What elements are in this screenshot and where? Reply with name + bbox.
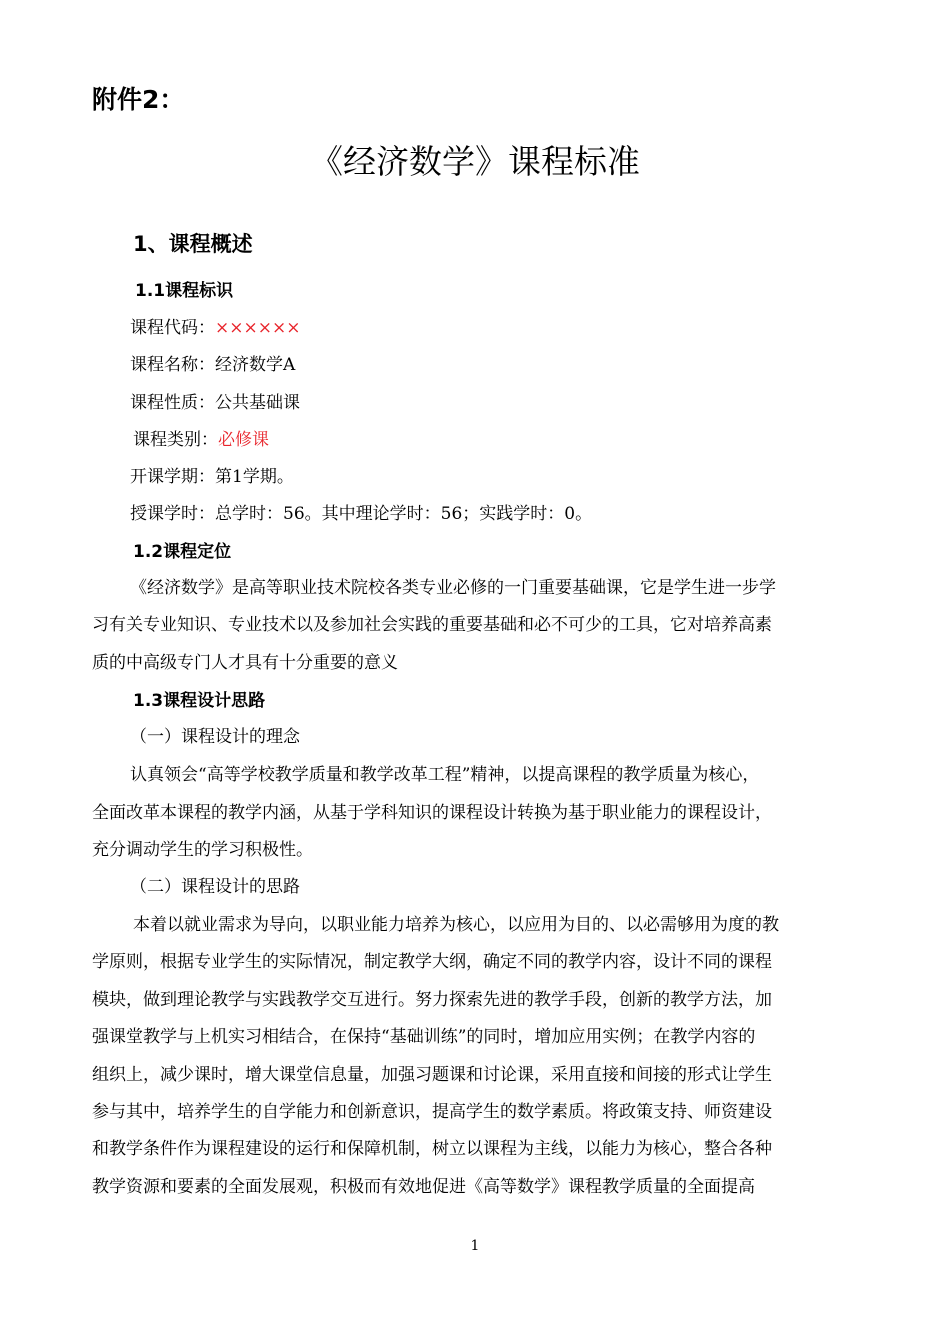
paragraph-line: 充分调动学生的学习积极性。: [92, 840, 313, 860]
course-nature-field: [130, 388, 300, 413]
field-label: 课程代码：: [130, 318, 215, 338]
semester-field: [130, 462, 294, 487]
field-label: 课程类别：: [133, 430, 218, 450]
paragraph-line: 参与其中，培养学生的自学能力和创新意识，提高学生的数学素质。将政策支持、师资建设: [92, 1102, 772, 1122]
paragraph-line: 认真领会“高等学校教学质量和教学改革工程”精神，以提高课程的教学质量为核心，: [130, 765, 760, 785]
paragraph-line: 质的中高级专门人才具有十分重要的意义: [92, 653, 398, 673]
paragraph-line: 强课堂教学与上机实习相结合，在保持“基础训练”的同时，增加应用实例；在教学内容的: [92, 1027, 756, 1047]
paragraph-line: 本着以就业需求为导向，以职业能力培养为核心，以应用为目的、以必需够用为度的教: [133, 915, 779, 935]
field-label: 课程性质：: [130, 393, 215, 413]
section-heading-1-2: 1.2课程定位: [133, 542, 232, 562]
section-heading-1-1: 1.1课程标识: [135, 281, 234, 301]
field-value: 经济数学A: [215, 355, 296, 375]
subsection-heading: （二）课程设计的思路: [130, 877, 300, 897]
paragraph-line: 模块，做到理论教学与实践教学交互进行。努力探索先进的教学手段，创新的教学方法，加: [92, 990, 772, 1010]
paragraph-line: 组织上，减少课时，增大课堂信息量，加强习题课和讨论课，采用直接和间接的形式让学生: [92, 1065, 772, 1085]
page-number: 1: [470, 1238, 480, 1254]
field-label: 开课学期：: [130, 467, 215, 487]
class-hours-field: [130, 499, 592, 524]
course-name-field: [130, 350, 295, 375]
paragraph-line: 和教学条件作为课程建设的运行和保障机制，树立以课程为主线，以能力为核心，整合各种: [92, 1139, 772, 1159]
attachment-label: 附件2：: [92, 85, 185, 114]
course-category-field: [133, 425, 269, 450]
field-value: ××××××: [215, 318, 301, 338]
paragraph-line: 教学资源和要素的全面发展观，积极而有效地促进《高等数学》课程教学质量的全面提高: [92, 1177, 755, 1197]
section-heading-1: 1、课程概述: [133, 232, 253, 256]
field-value: 第1学期。: [215, 467, 294, 487]
field-value: 总学时：56。其中理论学时：56；实践学时：0。: [215, 504, 593, 524]
field-value: 公共基础课: [215, 393, 300, 413]
field-label: 授课学时：: [130, 504, 215, 524]
subsection-heading: （一）课程设计的理念: [130, 727, 300, 747]
paragraph-line: 全面改革本课程的教学内涵，从基于学科知识的课程设计转换为基于职业能力的课程设计，: [92, 803, 772, 823]
field-label: 课程名称：: [130, 355, 215, 375]
document-title: 《经济数学》课程标准: [310, 142, 640, 181]
section-heading-1-3: 1.3课程设计思路: [133, 691, 266, 711]
field-value: 必修课: [218, 430, 269, 450]
paragraph-line: 《经济数学》是高等职业技术院校各类专业必修的一门重要基础课，它是学生进一步学: [130, 578, 776, 598]
paragraph-line: 学原则，根据专业学生的实际情况，制定教学大纲，确定不同的教学内容，设计不同的课程: [92, 952, 772, 972]
paragraph-line: 习有关专业知识、专业技术以及参加社会实践的重要基础和必不可少的工具，它对培养高素: [92, 615, 772, 635]
course-code-field: [130, 313, 300, 338]
